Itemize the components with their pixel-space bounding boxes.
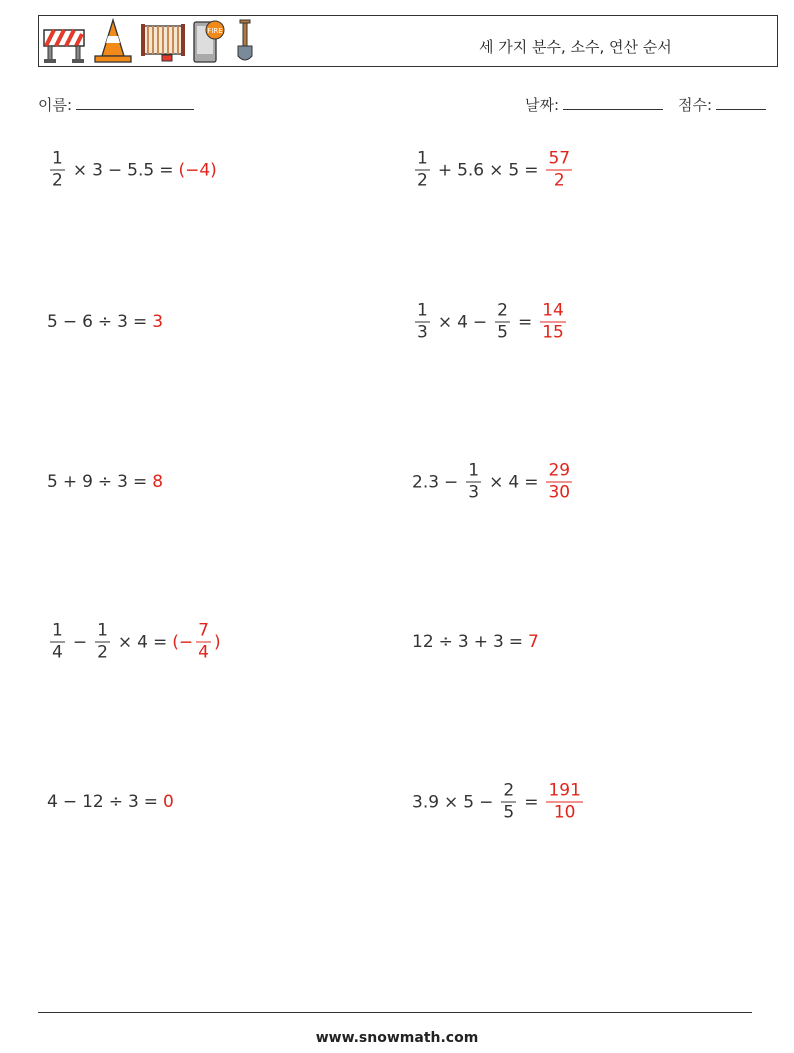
- answer-term: 8: [152, 472, 164, 492]
- expression-operator: ÷: [438, 632, 453, 652]
- score-blank[interactable]: [716, 94, 766, 110]
- road-barrier-icon: [42, 24, 86, 64]
- expression-operator: =: [508, 632, 524, 652]
- header-icons: [42, 18, 258, 64]
- expression-operator: −: [62, 312, 78, 332]
- expression-term: 4: [47, 792, 58, 812]
- expression-term: 4: [137, 632, 148, 652]
- answer: [543, 148, 575, 191]
- expression-term: 5.5: [127, 160, 155, 180]
- problem-5: [47, 472, 163, 492]
- denominator: 15: [542, 322, 564, 343]
- expression-term: 3: [457, 632, 469, 652]
- expression-operator: +: [62, 472, 78, 492]
- answer-term: (−4): [178, 160, 217, 180]
- numerator: 1: [468, 460, 480, 481]
- expression-fraction: [501, 780, 516, 823]
- expression-operator: +: [437, 160, 453, 180]
- expression-term: 4: [508, 472, 520, 492]
- expression-term: 5: [47, 472, 58, 492]
- fire-alarm-panel-icon: [192, 18, 226, 64]
- expression-term: 3.9: [412, 792, 440, 812]
- expression-term: 3: [127, 792, 139, 812]
- page-title: 세 가지 분수, 소수, 연산 순서: [479, 38, 672, 56]
- problem-6: [412, 460, 575, 503]
- answer: [152, 472, 163, 492]
- problem-1: [47, 148, 217, 191]
- numerator: 7: [198, 620, 209, 641]
- expression-term: 12: [82, 792, 104, 812]
- date-field[interactable]: [525, 94, 663, 115]
- problem-4: [412, 300, 569, 343]
- expression-operator: ×: [117, 632, 133, 652]
- answer: [172, 620, 221, 663]
- expression-term: 5.6: [457, 160, 485, 180]
- answer-term: ): [213, 632, 221, 652]
- expression-fraction: [495, 300, 510, 343]
- expression-operator: ÷: [97, 312, 113, 332]
- denominator: 3: [417, 322, 428, 343]
- answer: [163, 792, 174, 812]
- name-label: 이름:: [38, 96, 73, 114]
- answer-term: 7: [528, 632, 539, 652]
- expression-fraction: [95, 620, 110, 663]
- answer: [528, 632, 539, 652]
- answer-fraction: [546, 460, 572, 503]
- numerator: 2: [497, 300, 508, 321]
- score-field[interactable]: [678, 94, 766, 115]
- expression-term: 3: [117, 312, 128, 332]
- expression-term: 5: [47, 312, 58, 332]
- numerator: 1: [97, 620, 108, 641]
- denominator: 10: [553, 802, 576, 823]
- expression-operator: −: [444, 472, 459, 492]
- denominator: 4: [198, 642, 209, 663]
- problem-9: [47, 792, 174, 812]
- expression-operator: −: [62, 792, 78, 812]
- fire-hose-icon: [140, 22, 186, 64]
- answer: [543, 780, 585, 823]
- denominator: 2: [97, 642, 108, 663]
- problem-3: [47, 312, 163, 332]
- expression-operator: =: [143, 792, 159, 812]
- expression-operator: ÷: [108, 792, 123, 812]
- problem-8: [412, 632, 539, 652]
- numerator: 1: [417, 300, 428, 321]
- expression-fraction: [50, 620, 65, 663]
- expression-term: 3: [492, 632, 504, 652]
- numerator: 14: [542, 300, 564, 321]
- expression-term: 2.3: [412, 472, 440, 492]
- answer-term: (−: [172, 632, 194, 652]
- expression-operator: =: [524, 792, 539, 812]
- date-blank[interactable]: [563, 94, 663, 110]
- score-label: 점수:: [678, 96, 713, 114]
- expression-operator: =: [132, 472, 148, 492]
- denominator: 5: [503, 802, 515, 823]
- name-blank[interactable]: [76, 94, 194, 110]
- denominator: 3: [468, 482, 480, 503]
- answer: [537, 300, 569, 343]
- expression-term: 5: [463, 792, 475, 812]
- answer: [178, 160, 216, 180]
- expression-fraction: [466, 460, 481, 503]
- numerator: 1: [417, 148, 428, 169]
- problem-2: [412, 148, 575, 191]
- footer-url: www.snowmath.com: [315, 1030, 479, 1046]
- numerator: 1: [52, 620, 63, 641]
- answer: [152, 312, 163, 332]
- expression-operator: =: [524, 472, 539, 492]
- answer: [543, 460, 575, 503]
- expression-operator: ×: [437, 312, 453, 332]
- expression-term: 9: [82, 472, 93, 492]
- expression-operator: ×: [489, 472, 504, 492]
- numerator: 57: [548, 148, 571, 169]
- expression-operator: ×: [444, 792, 459, 812]
- numerator: 1: [52, 148, 63, 169]
- expression-operator: ×: [72, 160, 88, 180]
- expression-term: 12: [412, 632, 434, 652]
- denominator: 2: [417, 170, 428, 191]
- expression-operator: +: [473, 632, 488, 652]
- expression-term: 3: [92, 160, 103, 180]
- answer-term: 0: [163, 792, 174, 812]
- footer-divider: [38, 1012, 752, 1013]
- expression-fraction: [415, 148, 430, 191]
- problem-10: [412, 780, 586, 823]
- answer-fraction: [546, 148, 572, 191]
- expression-operator: =: [517, 312, 533, 332]
- numerator: 191: [548, 780, 581, 801]
- denominator: 5: [497, 322, 508, 343]
- expression-operator: −: [72, 632, 88, 652]
- denominator: 4: [52, 642, 63, 663]
- denominator: 30: [548, 482, 571, 503]
- numerator: 2: [503, 780, 515, 801]
- answer-fraction: [546, 780, 582, 823]
- worksheet-header: [38, 15, 778, 67]
- expression-term: 6: [82, 312, 93, 332]
- expression-operator: −: [479, 792, 494, 812]
- answer-fraction: [196, 620, 211, 663]
- traffic-cone-icon: [92, 18, 134, 64]
- problem-7: [47, 620, 221, 663]
- answer-fraction: [540, 300, 566, 343]
- name-field[interactable]: [38, 94, 194, 115]
- expression-operator: ×: [489, 160, 504, 180]
- expression-operator: =: [132, 312, 148, 332]
- expression-operator: −: [107, 160, 123, 180]
- expression-operator: =: [159, 160, 174, 180]
- fire-badge-text: FIRE: [207, 27, 223, 35]
- expression-term: 4: [457, 312, 468, 332]
- expression-fraction: [415, 300, 430, 343]
- date-label: 날짜:: [525, 96, 560, 114]
- denominator: 2: [52, 170, 63, 191]
- expression-fraction: [50, 148, 65, 191]
- expression-operator: =: [152, 632, 168, 652]
- expression-operator: ÷: [97, 472, 113, 492]
- expression-operator: −: [472, 312, 488, 332]
- expression-term: 3: [117, 472, 128, 492]
- denominator: 2: [553, 170, 565, 191]
- numerator: 29: [548, 460, 571, 481]
- answer-term: 3: [152, 312, 164, 332]
- shovel-icon: [232, 18, 258, 64]
- expression-operator: =: [524, 160, 539, 180]
- expression-term: 5: [508, 160, 520, 180]
